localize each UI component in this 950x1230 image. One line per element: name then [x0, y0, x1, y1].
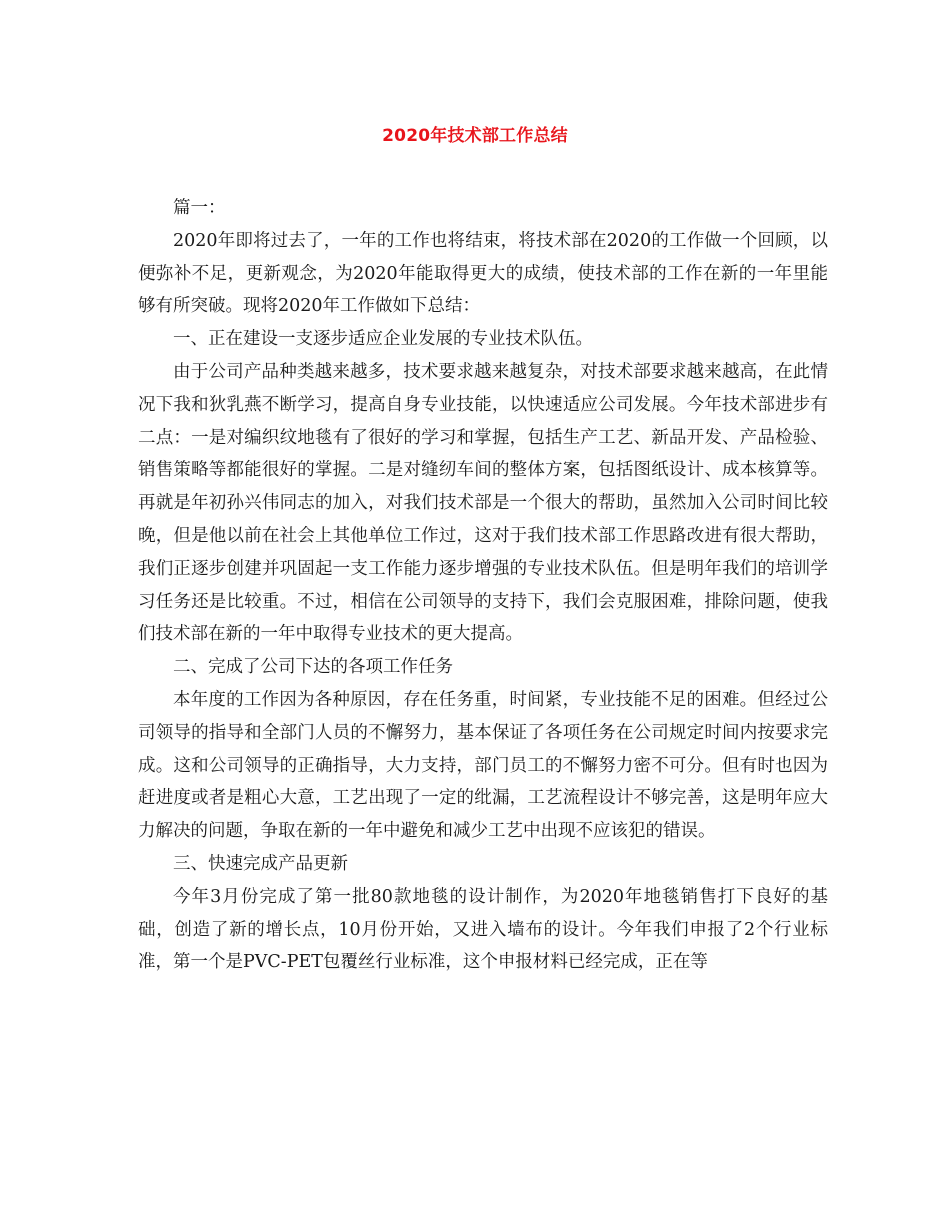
document-title: 2020年技术部工作总结: [382, 126, 568, 146]
heading-section-2: 二、完成了公司下达的各项工作任务: [173, 657, 453, 678]
paragraph-intro: 2020年即将过去了，一年的工作也将结束，将技术部在2020的工作做一个回顾，以便弥补不足，更新观念，为2020年能取得更大的成绩，使技术部的工作在新的一年里能够有所突破。现将2020年工作做如下总结：: [138, 230, 828, 317]
heading-section-1: 一、正在建设一支逐步适应企业发展的专业技术队伍。: [173, 329, 593, 350]
heading-section-3: 三、快速完成产品更新: [173, 853, 348, 874]
paragraph-section-2: 本年度的工作因为各种原因，存在任务重，时间紧，专业技能不足的困难。但经过公司领导的指导和全部门人员的不懈努力，基本保证了各项任务在公司规定时间内按要求完成。这和公司领导的正确指导，大力支持，部门员工的不懈努力密不可分。但有时也因为赶进度或者是粗心大意，工艺出现了一定的纰漏，工艺流程设计不够完善，这是明年应大力解决的问题，争取在新的一年中避免和减少工艺中出现不应该犯的错误。: [138, 689, 828, 842]
paragraph-section-label: 篇一：: [173, 198, 226, 218]
paragraph-section-1: 由于公司产品种类越来越多，技术要求越来越复杂，对技术部要求越来越高，在此情况下我和狄乳燕不断学习，提高自身专业技能，以快速适应公司发展。今年技术部进步有二点：一是对编织纹地毯有了很好的学习和掌握，包括生产工艺、新品开发、产品检验、销售策略等都能很好的掌握。二是对缝纫车间的整体方案，包括图纸设计、成本核算等。再就是年初孙兴伟同志的加入，对我们技术部是一个很大的帮助，虽然加入公司时间比较晚，但是他以前在社会上其他单位工作过，这对于我们技术部工作思路改进有很大帮助，我们正逐步创建并巩固起一支工作能力逐步增强的专业技术队伍。但是明年我们的培训学习任务还是比较重。不过，相信在公司领导的支持下，我们会克服困难，排除问题，使我们技术部在新的一年中取得专业技术的更大提高。: [138, 361, 828, 645]
paragraph-section-3: 今年3月份完成了第一批80款地毯的设计制作，为2020年地毯销售打下良好的基础，创造了新的增长点，10月份开始，又进入墙布的设计。今年我们申报了2个行业标准，第一个是PVC-PET包覆丝行业标准，这个申报材料已经完成，正在等: [138, 886, 828, 973]
document-body: [138, 192, 828, 979]
